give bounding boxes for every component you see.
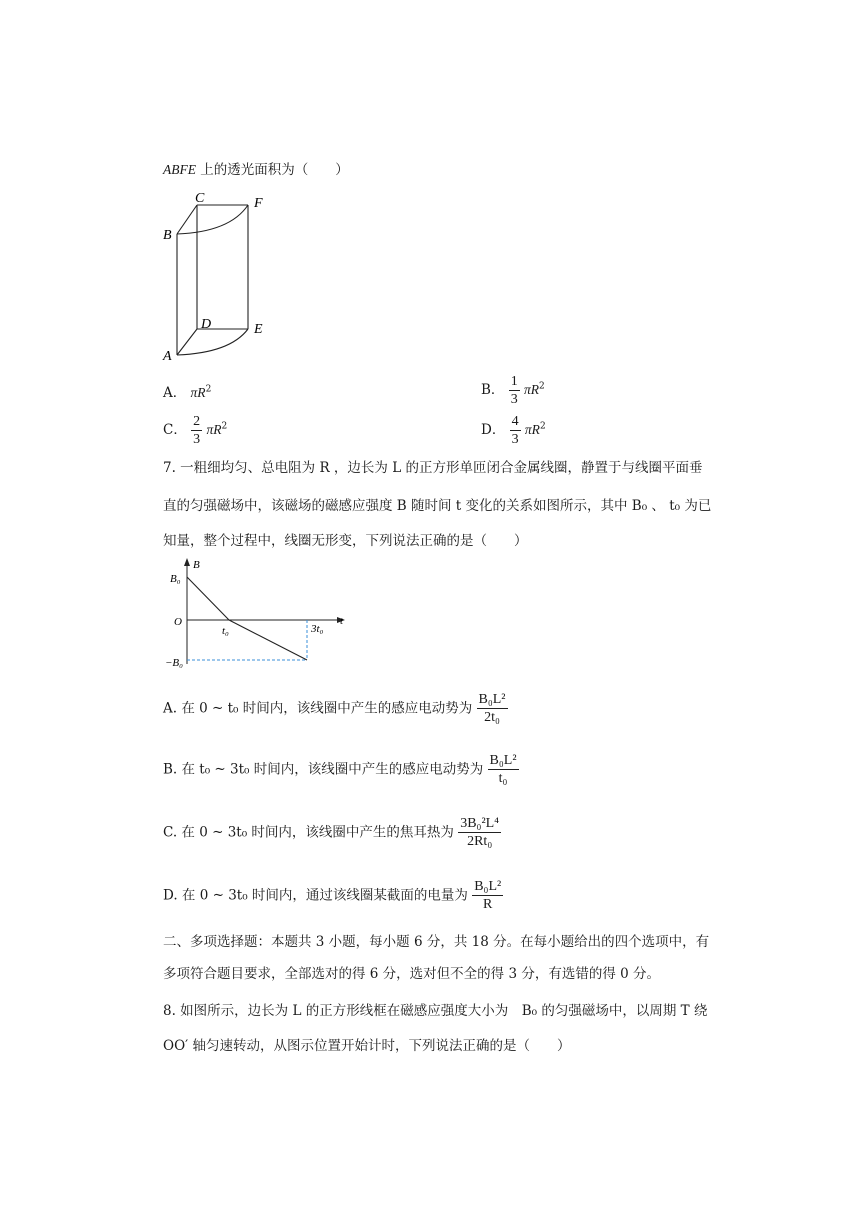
label-C: C: [195, 191, 205, 206]
option-sup: 2: [539, 381, 545, 392]
option-fraction: [472, 878, 503, 913]
section2-line2: 多项符合题目要求，全部选对的得 6 分，选对但不全的得 3 分，有选错的得 0 分。: [163, 966, 661, 982]
fraction-num: B₀L²: [474, 879, 502, 894]
q6-stem-var: ABFE: [163, 162, 196, 177]
fraction-num: 2: [193, 414, 201, 429]
graph-segment-2: [229, 620, 307, 660]
option-fraction: [458, 815, 501, 850]
q7-bt-graph: [165, 556, 355, 671]
fraction-num: 4: [511, 414, 519, 429]
tick-label-3t0: 3t₀: [311, 623, 324, 635]
q6-prism-figure: [155, 188, 285, 368]
label-D: D: [201, 317, 212, 332]
tick-label-B0: B₀: [170, 573, 181, 585]
fraction-den: 3: [511, 432, 519, 447]
fraction-den: 3: [510, 392, 518, 407]
fraction-num: 3B₀²L⁴: [460, 816, 500, 831]
option-text: D. 在 0 ~ 3t₀ 时间内，通过该线圈某截面的电量为: [163, 887, 468, 904]
option-label: C．: [163, 422, 187, 438]
option-sup: 2: [539, 421, 546, 432]
option-sup: 2: [205, 384, 212, 395]
q8-line2: OO′ 轴匀速转动，从图示位置开始计时，下列说法正确的是（ ）: [163, 1038, 571, 1054]
option-text: C. 在 0 ~ 3t₀ 时间内，该线圈中产生的焦耳热为: [163, 824, 454, 841]
option-fraction: [510, 413, 521, 448]
label-F: F: [254, 196, 263, 211]
fraction-den: 2Rt₀: [467, 834, 493, 849]
origin-label: O: [174, 616, 182, 628]
label-E: E: [254, 322, 263, 337]
q7-option-b[interactable]: [163, 752, 519, 787]
axis-label-t: t: [340, 615, 344, 627]
q7-line2: 直的匀强磁场中，该磁场的磁感应强度 B 随时间 t 变化的关系如图所示，其中 B₀ 、 t₀ 为已: [163, 498, 712, 514]
option-fraction: [488, 752, 519, 787]
graph-segment-1: [187, 577, 229, 620]
option-sup: 2: [221, 421, 228, 432]
option-expr: πR: [524, 382, 540, 397]
q6-stem-text: 上的透光面积为（ ）: [200, 162, 349, 178]
fraction-num: B₀L²: [478, 692, 506, 707]
tick-label-t0: t₀: [222, 625, 229, 637]
section2-line1: 二、多项选择题：本题共 3 小题，每小题 6 分，共 18 分。在每小题给出的四个选项中，有: [163, 934, 710, 950]
option-expr: πR: [206, 422, 222, 437]
q6-option-b[interactable]: [481, 373, 545, 408]
label-A: A: [163, 349, 172, 364]
fraction-den: 3: [193, 432, 201, 447]
q6-stem-tail: [163, 161, 349, 179]
fraction-num: B₀L²: [489, 753, 517, 768]
q6-option-a[interactable]: [163, 384, 211, 402]
q7-option-d[interactable]: [163, 878, 503, 913]
label-B: B: [163, 228, 172, 243]
q7-line3: 知量，整个过程中，线圈无形变，下列说法正确的是（ ）: [163, 533, 528, 549]
option-expr: πR: [524, 422, 540, 437]
axis-label-B: B: [193, 559, 200, 571]
fraction-den: 2t₀: [484, 710, 500, 725]
fraction-den: t₀: [498, 771, 508, 786]
q6-option-d[interactable]: [481, 413, 546, 448]
tick-label-negB0: −B₀: [165, 657, 183, 669]
q6-option-c[interactable]: [163, 413, 227, 448]
q7-option-c[interactable]: [163, 815, 501, 850]
option-text: B. 在 t₀ ~ 3t₀ 时间内，该线圈中产生的感应电动势为: [163, 761, 484, 778]
option-label: A．: [163, 385, 187, 401]
option-label: B．: [481, 382, 505, 398]
option-fraction: [509, 373, 520, 408]
q7-line1: 7. 一粗细均匀、总电阻为 R ，边长为 L 的正方形单匝闭合金属线圈，静置于与线圈平面垂: [163, 460, 703, 476]
option-expr: πR: [190, 385, 206, 400]
option-fraction: [477, 691, 508, 726]
fraction-den: R: [483, 897, 493, 912]
option-fraction: [191, 413, 202, 448]
option-text: A. 在 0 ~ t₀ 时间内，该线圈中产生的感应电动势为: [163, 700, 473, 717]
q8-line1: 8. 如图所示，边长为 L 的正方形线框在磁感应强度大小为 B₀ 的匀强磁场中，以周期 T 绕: [163, 1003, 708, 1019]
fraction-num: 1: [510, 374, 518, 389]
q7-option-a[interactable]: [163, 691, 508, 726]
option-label: D．: [481, 422, 506, 438]
